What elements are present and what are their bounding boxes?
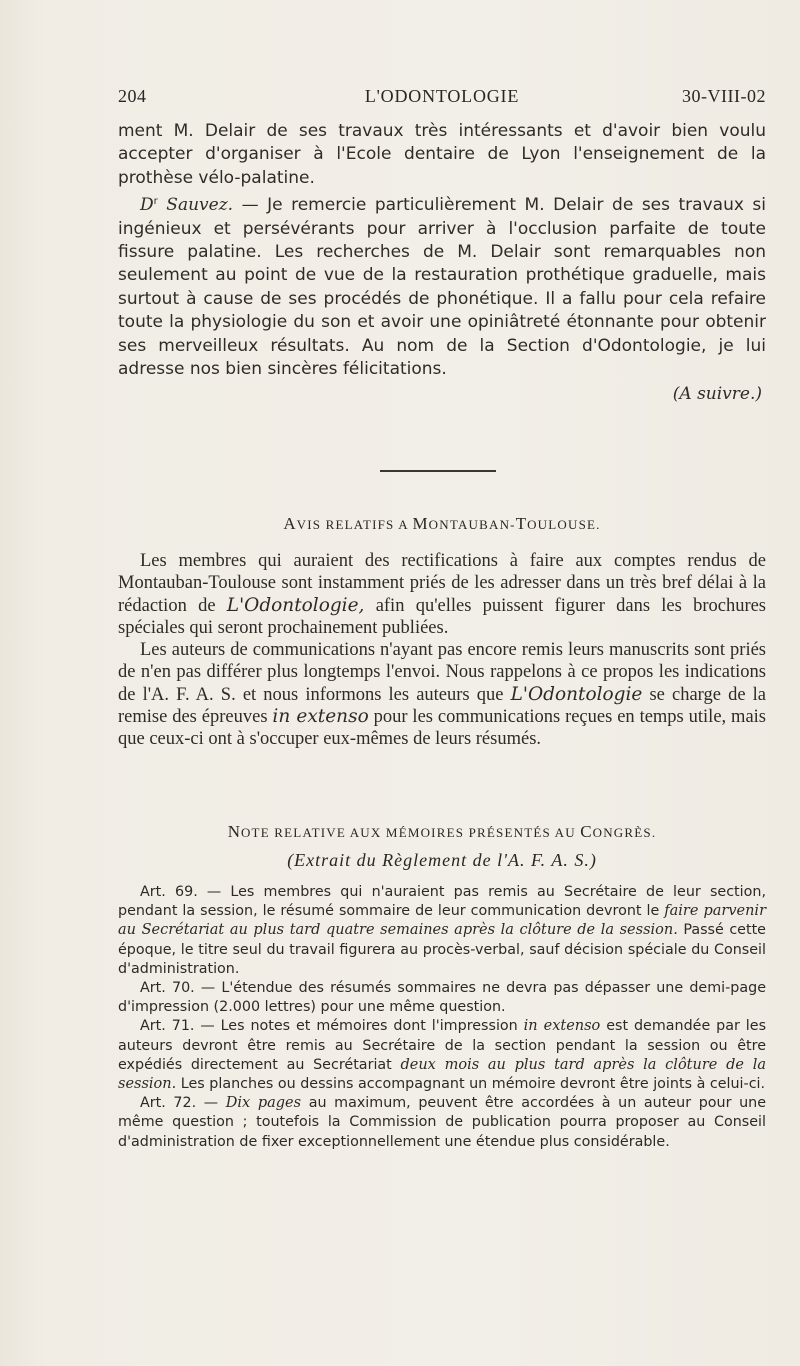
text: Les planches ou dessins accompagnant un mémoire devront être joints à celui-ci. <box>180 1076 766 1093</box>
section-heading-avis <box>118 514 766 534</box>
article-72 <box>118 1094 766 1152</box>
to-be-continued: (A suivre.) <box>672 384 762 405</box>
text: se charge de la remise des épreuves <box>118 684 767 728</box>
heading-cap: M <box>412 514 429 533</box>
article-71 <box>118 1017 766 1094</box>
article-69 <box>118 883 766 979</box>
paragraph: ment M. Delair de ses travaux très intéressants et d'avoir bien voulu accepter d'organiser à l'Ecole dentaire de Lyon l'enseignement de la prothèse vélo-palatine. <box>118 121 766 188</box>
speaker-sup: r <box>153 196 158 208</box>
heading-smallcaps: OTE RELATIVE AUX MÉMOIRES PRÉSENTÉS AU <box>240 825 581 840</box>
article-70: Art. 70. — L'étendue des résumés sommaires ne devra pas dépasser une demi-page d'impression (2.000 lettres) pour une même question. <box>118 980 766 1016</box>
notice-body <box>118 550 766 751</box>
speech-continuation <box>118 120 766 407</box>
paragraph <box>118 639 766 750</box>
speech-text: — Je remercie particulièrement M. Delair de ses travaux si ingénieux et persévérants pour arriver à l'occlusion parfaite de toute fissure palatine. Les recherches de M. Delair sont remarquables non seulement au point de vue de la restauration prothétique graduelle, mais surtout à cause de ses procédés de phonétique. Il a fallu pour cela refaire toute la physiologie du son et avoir une opiniâtreté étonnante pour obtenir ses merveilleux résultats. Au nom de la Section d'Odontologie, je lui adresse nos bien sincères félicitations. <box>118 195 767 380</box>
speaker-prefix: D <box>140 195 154 216</box>
text: pour les communications reçues en temps utile, mais que ceux-ci ont à s'occuper eux-mêmes de leurs résumés. <box>118 707 766 750</box>
section-heading-note <box>118 822 766 842</box>
issue-date: 30-VIII-02 <box>682 86 766 106</box>
heading-smallcaps: ONTAUBAN- <box>428 517 516 532</box>
heading-smallcaps: OULOUSE. <box>527 517 601 532</box>
journal-name: L'Odontologie, <box>226 594 365 616</box>
paragraph <box>118 550 766 639</box>
text: Passé cette époque, le titre seul du travail figurera au procès-verbal, sauf décision spéciale du Conseil d'administration. <box>118 922 766 977</box>
paragraph-sauvez <box>118 190 766 381</box>
text: Les auteurs de communications n'ayant pas encore remis leurs manuscrits sont priés de n'en pas différer plus longtemps l'envoi. Nous rappelons à ce propos les indications de l'A. F. A. S. et nous informons les auteurs que <box>118 640 766 705</box>
text: Art. 69. — Les membres qui n'auraient pas remis au Secrétaire de leur section, pendant la session, le résumé sommaire de leur communication devront le <box>118 884 766 920</box>
emphasis: deux mois au plus tard après la clôture de la session. <box>118 1056 766 1093</box>
text: au maximum, peuvent être accordées à un auteur pour une même question ; toutefois la Commission de publication pourra proposer au Conseil d'administration de fixer exceptionnellement une étendue plus considérable. <box>118 1095 767 1150</box>
regulation-articles <box>118 883 766 1152</box>
emphasis: faire parvenir au Secrétariat au plus tard quatre semaines après la clôture de la session. <box>118 903 767 939</box>
section-subheading: (Extrait du Règlement de l'A. F. A. S.) <box>287 850 597 870</box>
heading-cap: A <box>283 514 297 533</box>
emphasis: in extenso <box>523 1018 601 1035</box>
text: est demandée par les auteurs devront être remis au Secrétaire de la section pendant la session ou être expédiés directement au Secrétariat <box>118 1018 767 1073</box>
running-header <box>118 86 766 112</box>
text: afin qu'elles puissent figurer dans les brochures spéciales qui seront prochainement publiées. <box>118 595 767 638</box>
text: Les membres qui auraient des rectifications à faire aux comptes rendus de Montauban-Toulouse sont instamment priés de les adresser dans un très bref délai à la rédaction de <box>118 551 766 616</box>
journal-name: L'Odontologie <box>510 683 643 705</box>
page-number: 204 <box>118 86 147 106</box>
heading-cap: T <box>515 514 528 533</box>
text: Art. 72. — <box>140 1095 219 1112</box>
text: Art. 71. — Les notes et mémoires dont l'impression <box>140 1018 518 1035</box>
journal-title: L'ODONTOLOGIE <box>364 86 520 106</box>
heading-smallcaps: ONGRÈS. <box>592 825 657 840</box>
section-divider <box>380 470 496 472</box>
speaker-name: Sauvez. <box>166 195 234 216</box>
heading-smallcaps: VIS RELATIFS A <box>296 517 413 532</box>
latin-phrase: in extenso <box>272 706 369 728</box>
emphasis: Dix pages <box>225 1095 302 1112</box>
heading-cap: C <box>580 822 593 841</box>
heading-cap: N <box>227 822 241 841</box>
